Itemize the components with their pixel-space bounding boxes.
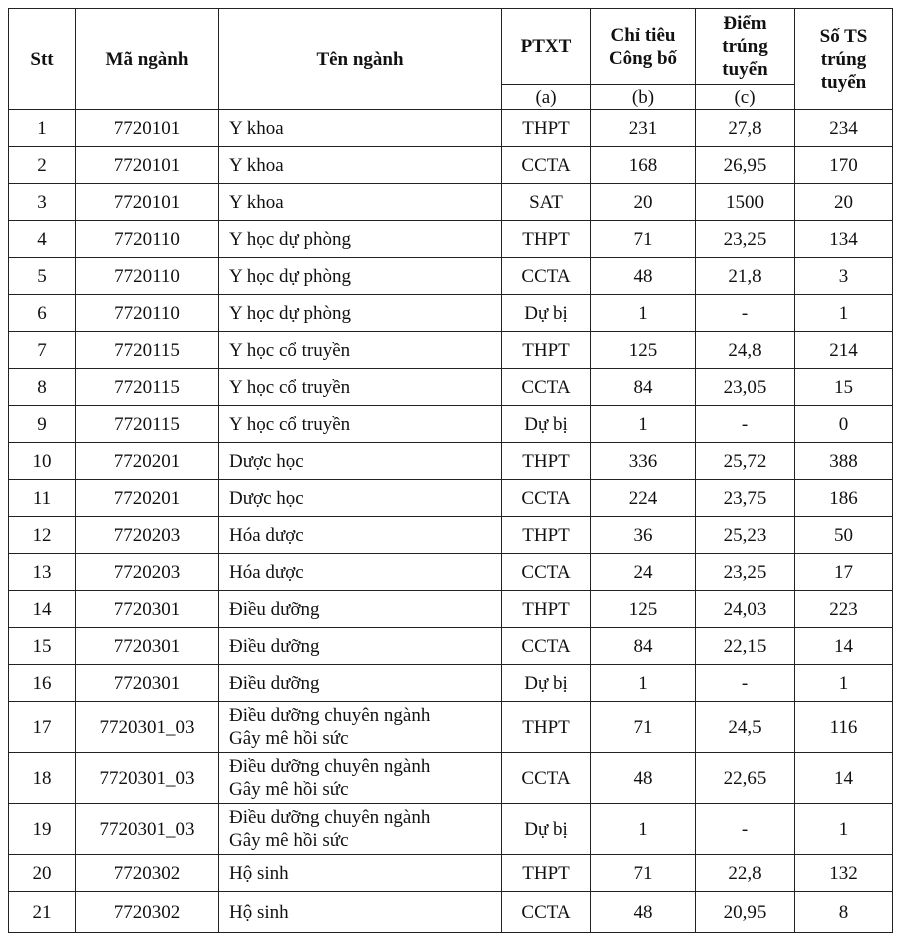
table-row bbox=[9, 804, 893, 855]
cell-ptxt: Dự bị bbox=[502, 665, 591, 702]
header-sub-c: (c) bbox=[696, 85, 795, 110]
table-row bbox=[9, 295, 893, 332]
cell-ptxt: Dự bị bbox=[502, 295, 591, 332]
ten-nganh-line: Điều dưỡng bbox=[229, 598, 320, 620]
cell-ptxt: CCTA bbox=[502, 369, 591, 406]
cell-so-ts: 0 bbox=[795, 406, 893, 443]
ten-nganh-line: Hộ sinh bbox=[229, 862, 289, 884]
table-row bbox=[9, 554, 893, 591]
cell-ten-nganh bbox=[219, 184, 502, 221]
cell-ma-nganh: 7720110 bbox=[76, 258, 219, 295]
cell-diem: 22,15 bbox=[696, 628, 795, 665]
table-row bbox=[9, 258, 893, 295]
cell-ten-nganh bbox=[219, 221, 502, 258]
ten-nganh-line: Hóa dược bbox=[229, 524, 304, 546]
ten-nganh-line: Điều dưỡng bbox=[229, 635, 320, 657]
cell-stt: 14 bbox=[9, 591, 76, 628]
cell-diem: 25,72 bbox=[696, 443, 795, 480]
cell-so-ts: 186 bbox=[795, 480, 893, 517]
cell-ptxt: THPT bbox=[502, 517, 591, 554]
cell-ten-nganh bbox=[219, 258, 502, 295]
cell-ptxt: THPT bbox=[502, 702, 591, 753]
cell-ma-nganh: 7720301 bbox=[76, 665, 219, 702]
cell-stt: 15 bbox=[9, 628, 76, 665]
cell-ma-nganh: 7720301 bbox=[76, 591, 219, 628]
table-row bbox=[9, 147, 893, 184]
cell-chi-tieu: 1 bbox=[591, 665, 696, 702]
cell-ptxt: THPT bbox=[502, 591, 591, 628]
cell-diem: 23,05 bbox=[696, 369, 795, 406]
cell-chi-tieu: 224 bbox=[591, 480, 696, 517]
cell-chi-tieu: 36 bbox=[591, 517, 696, 554]
cell-chi-tieu: 84 bbox=[591, 369, 696, 406]
ten-nganh-line: Dược học bbox=[229, 450, 304, 472]
cell-stt: 1 bbox=[9, 110, 76, 147]
ten-nganh-line: Dược học bbox=[229, 487, 304, 509]
ten-nganh-line: Điều dưỡng chuyên ngành bbox=[229, 705, 431, 726]
cell-stt: 20 bbox=[9, 855, 76, 892]
cell-chi-tieu: 1 bbox=[591, 295, 696, 332]
cell-diem: 23,75 bbox=[696, 480, 795, 517]
table-row bbox=[9, 628, 893, 665]
cell-ma-nganh: 7720101 bbox=[76, 184, 219, 221]
cell-stt: 17 bbox=[9, 702, 76, 753]
cell-ten-nganh bbox=[219, 804, 502, 855]
cell-ten-nganh bbox=[219, 753, 502, 804]
cell-ptxt: Dự bị bbox=[502, 804, 591, 855]
cell-chi-tieu: 125 bbox=[591, 332, 696, 369]
cell-stt: 3 bbox=[9, 184, 76, 221]
cell-so-ts: 1 bbox=[795, 295, 893, 332]
ten-nganh-line: Y học cổ truyền bbox=[229, 376, 351, 398]
cell-diem: - bbox=[696, 295, 795, 332]
cell-chi-tieu: 48 bbox=[591, 892, 696, 933]
cell-ptxt: CCTA bbox=[502, 892, 591, 933]
cell-ten-nganh bbox=[219, 443, 502, 480]
cell-so-ts: 1 bbox=[795, 804, 893, 855]
cell-ma-nganh: 7720201 bbox=[76, 480, 219, 517]
cell-diem: - bbox=[696, 406, 795, 443]
cell-ten-nganh bbox=[219, 628, 502, 665]
cell-ptxt: CCTA bbox=[502, 258, 591, 295]
cell-ptxt: THPT bbox=[502, 443, 591, 480]
cell-chi-tieu: 71 bbox=[591, 221, 696, 258]
ten-nganh-line: Điều dưỡng bbox=[229, 672, 320, 694]
cell-stt: 19 bbox=[9, 804, 76, 855]
header-sub-a: (a) bbox=[502, 85, 591, 110]
cell-so-ts: 170 bbox=[795, 147, 893, 184]
cell-ten-nganh bbox=[219, 702, 502, 753]
table-row bbox=[9, 369, 893, 406]
cell-stt: 12 bbox=[9, 517, 76, 554]
cell-diem: 22,8 bbox=[696, 855, 795, 892]
cell-ma-nganh: 7720101 bbox=[76, 110, 219, 147]
cell-so-ts: 116 bbox=[795, 702, 893, 753]
cell-ptxt: CCTA bbox=[502, 753, 591, 804]
cell-ten-nganh bbox=[219, 406, 502, 443]
header-diem: Điểm trúng tuyển bbox=[696, 9, 795, 85]
ten-nganh-line: Y học dự phòng bbox=[229, 265, 351, 287]
cell-ten-nganh bbox=[219, 855, 502, 892]
cell-stt: 8 bbox=[9, 369, 76, 406]
cell-chi-tieu: 168 bbox=[591, 147, 696, 184]
cell-ma-nganh: 7720115 bbox=[76, 369, 219, 406]
cell-ma-nganh: 7720301_03 bbox=[76, 804, 219, 855]
table-row bbox=[9, 591, 893, 628]
cell-so-ts: 234 bbox=[795, 110, 893, 147]
table-row bbox=[9, 702, 893, 753]
cell-ma-nganh: 7720115 bbox=[76, 332, 219, 369]
table-row bbox=[9, 892, 893, 933]
cell-ten-nganh bbox=[219, 892, 502, 933]
cell-so-ts: 1 bbox=[795, 665, 893, 702]
cell-diem: 27,8 bbox=[696, 110, 795, 147]
cell-ptxt: Dự bị bbox=[502, 406, 591, 443]
table-row bbox=[9, 753, 893, 804]
cell-ma-nganh: 7720203 bbox=[76, 517, 219, 554]
header-sub-b: (b) bbox=[591, 85, 696, 110]
ten-nganh-line: Điều dưỡng chuyên ngành bbox=[229, 807, 431, 828]
cell-ten-nganh bbox=[219, 369, 502, 406]
cell-stt: 11 bbox=[9, 480, 76, 517]
cell-stt: 6 bbox=[9, 295, 76, 332]
cell-stt: 13 bbox=[9, 554, 76, 591]
cell-diem: 1500 bbox=[696, 184, 795, 221]
cell-ptxt: THPT bbox=[502, 221, 591, 258]
cell-ten-nganh bbox=[219, 517, 502, 554]
table-row bbox=[9, 332, 893, 369]
cell-ptxt: CCTA bbox=[502, 628, 591, 665]
cell-ma-nganh: 7720115 bbox=[76, 406, 219, 443]
admission-table bbox=[8, 8, 893, 933]
cell-chi-tieu: 48 bbox=[591, 753, 696, 804]
cell-chi-tieu: 1 bbox=[591, 804, 696, 855]
cell-ten-nganh bbox=[219, 665, 502, 702]
cell-diem: 24,8 bbox=[696, 332, 795, 369]
cell-ten-nganh bbox=[219, 147, 502, 184]
ten-nganh-line: Hộ sinh bbox=[229, 901, 289, 923]
cell-ma-nganh: 7720302 bbox=[76, 855, 219, 892]
header-so-ts: Số TS trúng tuyển bbox=[795, 9, 893, 110]
ten-nganh-line: Hóa dược bbox=[229, 561, 304, 583]
cell-ten-nganh bbox=[219, 480, 502, 517]
cell-chi-tieu: 336 bbox=[591, 443, 696, 480]
cell-diem: 23,25 bbox=[696, 221, 795, 258]
cell-ten-nganh bbox=[219, 332, 502, 369]
cell-so-ts: 17 bbox=[795, 554, 893, 591]
cell-chi-tieu: 48 bbox=[591, 258, 696, 295]
cell-diem: 21,8 bbox=[696, 258, 795, 295]
cell-so-ts: 132 bbox=[795, 855, 893, 892]
cell-ma-nganh: 7720110 bbox=[76, 295, 219, 332]
cell-diem: 24,5 bbox=[696, 702, 795, 753]
cell-chi-tieu: 20 bbox=[591, 184, 696, 221]
table-row bbox=[9, 443, 893, 480]
cell-stt: 16 bbox=[9, 665, 76, 702]
ten-nganh-line: Y khoa bbox=[229, 191, 284, 213]
table-row bbox=[9, 517, 893, 554]
cell-ptxt: CCTA bbox=[502, 480, 591, 517]
cell-diem: 23,25 bbox=[696, 554, 795, 591]
table-row bbox=[9, 221, 893, 258]
cell-ma-nganh: 7720101 bbox=[76, 147, 219, 184]
table-row bbox=[9, 184, 893, 221]
cell-so-ts: 15 bbox=[795, 369, 893, 406]
cell-ma-nganh: 7720110 bbox=[76, 221, 219, 258]
cell-ma-nganh: 7720301_03 bbox=[76, 702, 219, 753]
table-row bbox=[9, 480, 893, 517]
cell-ptxt: CCTA bbox=[502, 554, 591, 591]
cell-so-ts: 223 bbox=[795, 591, 893, 628]
cell-chi-tieu: 24 bbox=[591, 554, 696, 591]
table-body bbox=[9, 110, 893, 933]
header-stt: Stt bbox=[9, 9, 76, 110]
cell-ptxt: THPT bbox=[502, 110, 591, 147]
cell-ptxt: CCTA bbox=[502, 147, 591, 184]
ten-nganh-line: Điều dưỡng chuyên ngành bbox=[229, 756, 431, 777]
cell-stt: 18 bbox=[9, 753, 76, 804]
ten-nganh-line: Y khoa bbox=[229, 117, 284, 139]
cell-ten-nganh bbox=[219, 295, 502, 332]
cell-ptxt: THPT bbox=[502, 855, 591, 892]
cell-chi-tieu: 125 bbox=[591, 591, 696, 628]
ten-nganh-line: Y học dự phòng bbox=[229, 302, 351, 324]
cell-stt: 7 bbox=[9, 332, 76, 369]
ten-nganh-line: Y học dự phòng bbox=[229, 228, 351, 250]
ten-nganh-line: Y học cổ truyền bbox=[229, 339, 351, 361]
table-row bbox=[9, 406, 893, 443]
cell-diem: - bbox=[696, 804, 795, 855]
cell-ten-nganh bbox=[219, 591, 502, 628]
cell-diem: 25,23 bbox=[696, 517, 795, 554]
ten-nganh-line: Y khoa bbox=[229, 154, 284, 176]
cell-so-ts: 14 bbox=[795, 628, 893, 665]
cell-so-ts: 50 bbox=[795, 517, 893, 554]
cell-stt: 4 bbox=[9, 221, 76, 258]
table-row bbox=[9, 855, 893, 892]
cell-stt: 2 bbox=[9, 147, 76, 184]
cell-diem: 26,95 bbox=[696, 147, 795, 184]
cell-so-ts: 134 bbox=[795, 221, 893, 258]
cell-stt: 21 bbox=[9, 892, 76, 933]
cell-chi-tieu: 1 bbox=[591, 406, 696, 443]
header-chi-tieu: Chỉ tiêu Công bố bbox=[591, 9, 696, 85]
cell-so-ts: 3 bbox=[795, 258, 893, 295]
cell-ten-nganh bbox=[219, 110, 502, 147]
cell-ma-nganh: 7720203 bbox=[76, 554, 219, 591]
cell-ma-nganh: 7720301 bbox=[76, 628, 219, 665]
cell-ma-nganh: 7720302 bbox=[76, 892, 219, 933]
cell-ma-nganh: 7720301_03 bbox=[76, 753, 219, 804]
table-row bbox=[9, 110, 893, 147]
cell-chi-tieu: 71 bbox=[591, 702, 696, 753]
cell-chi-tieu: 231 bbox=[591, 110, 696, 147]
cell-so-ts: 14 bbox=[795, 753, 893, 804]
ten-nganh-line: Gây mê hồi sức bbox=[229, 779, 349, 800]
cell-so-ts: 388 bbox=[795, 443, 893, 480]
cell-stt: 10 bbox=[9, 443, 76, 480]
cell-so-ts: 8 bbox=[795, 892, 893, 933]
cell-chi-tieu: 84 bbox=[591, 628, 696, 665]
cell-so-ts: 20 bbox=[795, 184, 893, 221]
cell-stt: 9 bbox=[9, 406, 76, 443]
header-ptxt: PTXT bbox=[502, 9, 591, 85]
cell-ptxt: THPT bbox=[502, 332, 591, 369]
cell-diem: 24,03 bbox=[696, 591, 795, 628]
header-ma-nganh: Mã ngành bbox=[76, 9, 219, 110]
cell-chi-tieu: 71 bbox=[591, 855, 696, 892]
cell-diem: 22,65 bbox=[696, 753, 795, 804]
header-ten-nganh: Tên ngành bbox=[219, 9, 502, 110]
cell-stt: 5 bbox=[9, 258, 76, 295]
ten-nganh-line: Gây mê hồi sức bbox=[229, 830, 349, 851]
ten-nganh-line: Gây mê hồi sức bbox=[229, 728, 349, 749]
cell-ma-nganh: 7720201 bbox=[76, 443, 219, 480]
cell-ten-nganh bbox=[219, 554, 502, 591]
cell-diem: 20,95 bbox=[696, 892, 795, 933]
table-row bbox=[9, 665, 893, 702]
cell-ptxt: SAT bbox=[502, 184, 591, 221]
ten-nganh-line: Y học cổ truyền bbox=[229, 413, 351, 435]
cell-diem: - bbox=[696, 665, 795, 702]
cell-so-ts: 214 bbox=[795, 332, 893, 369]
